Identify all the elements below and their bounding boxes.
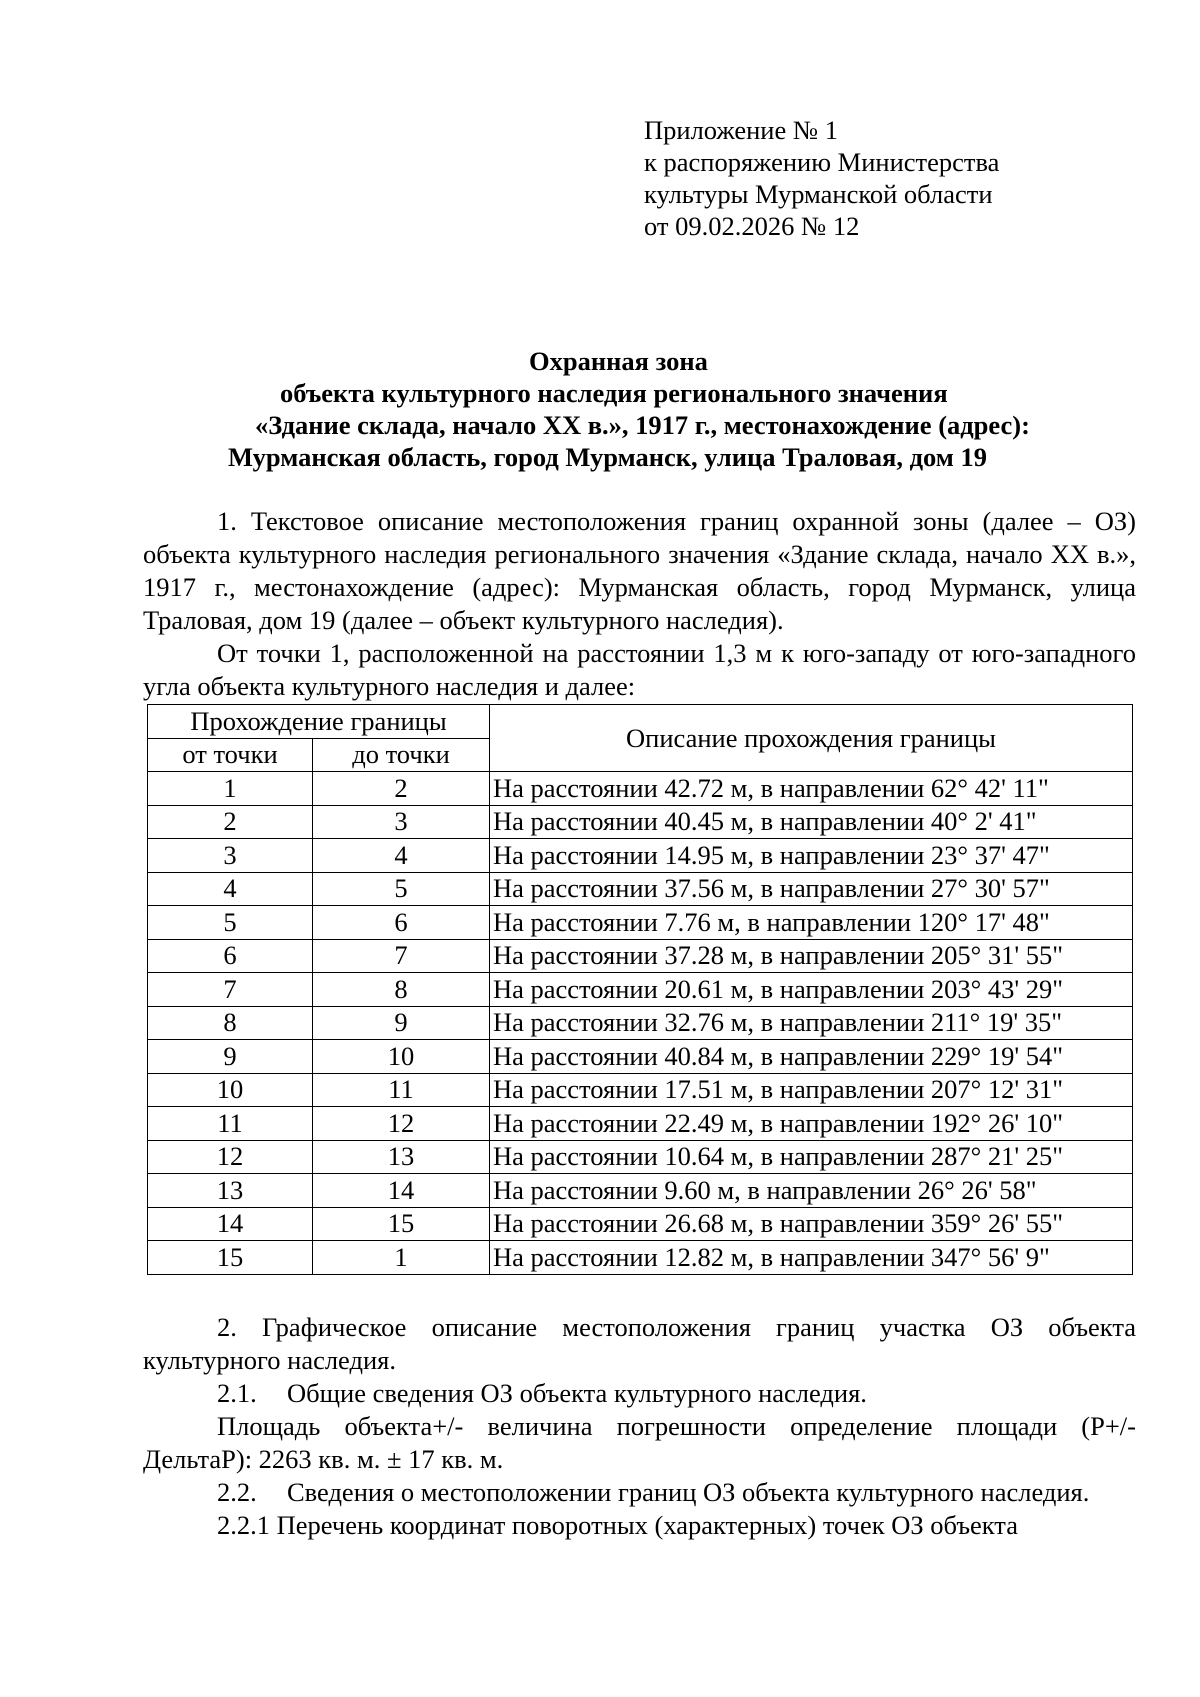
cell-from: 15 [148,1241,313,1275]
section-1-paragraph-1: 1. Текстовое описание местоположения границ охранной зоны (далее – ОЗ) объекта культурного наследия регионального значения «Здание склада, начало XX в.», 1917 г., местонахождение (адрес): Мурманская область, город Мурманск, улица Траловая, дом 19 (далее – объект культурного наследия). [143,506,1136,635]
cell-to: 11 [313,1073,490,1107]
cell-from: 5 [148,906,313,940]
cell-from: 12 [148,1140,313,1174]
cell-from: 8 [148,1006,313,1040]
section-2-2-number: 2.2. [217,1477,257,1507]
title-line-1: Охранная зона [529,346,708,376]
cell-to: 15 [313,1207,490,1241]
cell-from: 6 [148,939,313,973]
cell-description: На расстоянии 14.95 м, в направлении 23° 37' 47" [490,839,1133,873]
appendix-line-2: к распоряжению Министерства [644,147,1000,177]
cell-description: На расстоянии 9.60 м, в направлении 26° 26' 58" [490,1174,1133,1208]
cell-description: На расстоянии 42.72 м, в направлении 62° 42' 11" [490,772,1133,806]
appendix-line-4: от 09.02.2026 № 12 [644,211,860,241]
cell-from: 3 [148,839,313,873]
cell-to: 5 [313,872,490,906]
table-row [148,1107,1133,1141]
cell-description: На расстоянии 40.45 м, в направлении 40° 2' 41" [490,805,1133,839]
table-row [148,1140,1133,1174]
table-row [148,906,1133,940]
section-2-2-text: Сведения о местоположении границ ОЗ объекта культурного наследия. [287,1477,1090,1507]
cell-from: 11 [148,1107,313,1141]
cell-to: 8 [313,973,490,1007]
cell-description: На расстоянии 37.56 м, в направлении 27° 30' 57" [490,872,1133,906]
table-row [148,1174,1133,1208]
section-2-text [143,1311,1136,1542]
table-row [148,805,1133,839]
table-row [148,1241,1133,1275]
appendix-block [644,114,999,242]
cell-from: 14 [148,1207,313,1241]
cell-to: 9 [313,1006,490,1040]
section-1-paragraph-2: От точки 1, расположенной на расстоянии 1,3 м к юго-западу от юго-западного угла объекта культурного наследия и далее: [143,638,1136,701]
cell-description: На расстоянии 12.82 м, в направлении 347° 56' 9" [490,1241,1133,1275]
table-row [148,1006,1133,1040]
appendix-line-1: Приложение № 1 [644,115,839,145]
section-2-1 [143,1377,1136,1410]
header-boundary-passage: Прохождение границы [148,705,490,739]
cell-description: На расстоянии 10.64 м, в направлении 287° 21' 25" [490,1140,1133,1174]
section-1-text [143,505,1136,703]
table-row [148,839,1133,873]
cell-description: На расстоянии 22.49 м, в направлении 192° 26' 10" [490,1107,1133,1141]
title-line-2: объекта культурного наследия регионального значения [280,378,948,408]
cell-to: 13 [313,1140,490,1174]
cell-to: 1 [313,1241,490,1275]
title-line-4: Мурманская область, город Мурманск, улица Траловая, дом 19 [228,442,987,472]
table-row [148,1040,1133,1074]
header-from-point: от точки [148,738,313,772]
cell-to: 10 [313,1040,490,1074]
cell-from: 4 [148,872,313,906]
header-to-point: до точки [313,738,490,772]
cell-from: 7 [148,973,313,1007]
cell-from: 2 [148,805,313,839]
cell-description: На расстоянии 32.76 м, в направлении 211° 19' 35" [490,1006,1133,1040]
cell-to: 14 [313,1174,490,1208]
title-line-3: «Здание склада, начало XX в.», 1917 г., местонахождение (адрес): [255,410,1030,440]
table-row [148,1073,1133,1107]
section-2-2-1: 2.2.1 Перечень координат поворотных (характерных) точек ОЗ объекта [217,1510,1018,1540]
section-2-2 [143,1476,1136,1509]
cell-description: На расстоянии 17.51 м, в направлении 207° 12' 31" [490,1073,1133,1107]
cell-from: 1 [148,772,313,806]
boundary-table [147,704,1133,1275]
cell-description: На расстоянии 40.84 м, в направлении 229° 19' 54" [490,1040,1133,1074]
appendix-line-3: культуры Мурманской области [644,179,993,209]
table-row [148,939,1133,973]
table-row [148,772,1133,806]
cell-description: На расстоянии 26.68 м, в направлении 359° 26' 55" [490,1207,1133,1241]
cell-description: На расстоянии 7.76 м, в направлении 120° 17' 48" [490,906,1133,940]
cell-from: 13 [148,1174,313,1208]
area-paragraph: Площадь объекта+/- величина погрешности определение площади (P+/- ДельтаP): 2263 кв. м. ± 17 кв. м. [143,1411,1136,1474]
table-row [148,1207,1133,1241]
cell-description: На расстоянии 20.61 м, в направлении 203° 43' 29" [490,973,1133,1007]
section-2-heading: 2. Графическое описание местоположения границ участка ОЗ объекта культурного наследия. [143,1312,1136,1375]
cell-description: На расстоянии 37.28 м, в направлении 205° 31' 55" [490,939,1133,973]
header-description: Описание прохождения границы [490,705,1133,772]
cell-from: 10 [148,1073,313,1107]
cell-to: 6 [313,906,490,940]
cell-to: 3 [313,805,490,839]
section-2-1-number: 2.1. [217,1378,257,1408]
table-row [148,973,1133,1007]
cell-to: 12 [313,1107,490,1141]
cell-to: 2 [313,772,490,806]
cell-to: 4 [313,839,490,873]
section-2-1-text: Общие сведения ОЗ объекта культурного наследия. [287,1378,867,1408]
cell-from: 9 [148,1040,313,1074]
table-row [148,872,1133,906]
cell-to: 7 [313,939,490,973]
